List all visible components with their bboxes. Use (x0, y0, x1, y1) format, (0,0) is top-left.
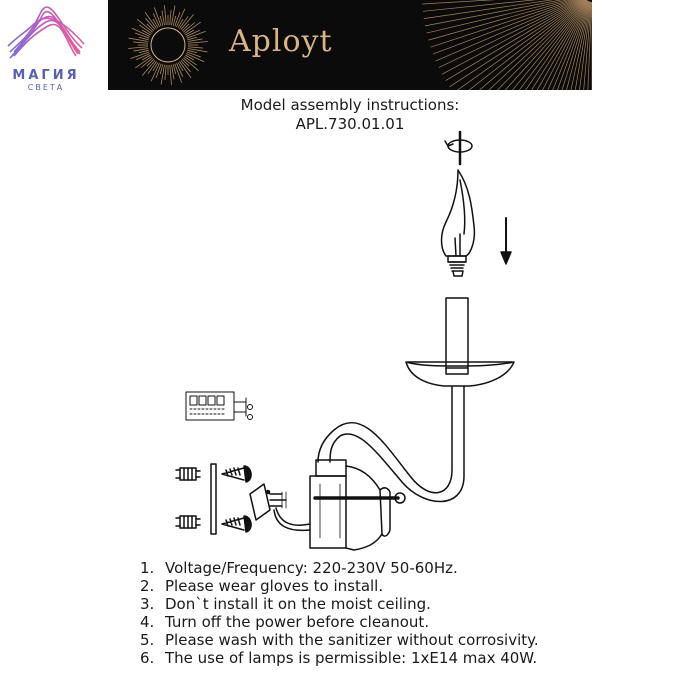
candle-bulb-icon (442, 170, 475, 276)
instruction-item (140, 577, 539, 595)
instruction-item (140, 613, 539, 631)
logo-waves-icon (4, 6, 88, 66)
screw-icon (222, 466, 251, 532)
instruction-text: Voltage/Frequency: 220-230V 50-60Hz. (165, 559, 458, 577)
brand-banner (108, 0, 592, 90)
mounting-bracket-icon (250, 484, 310, 530)
down-arrow-icon (501, 218, 511, 264)
instruction-item (140, 559, 539, 577)
wall-plate-icon (211, 464, 216, 534)
instruction-number: 4. (140, 613, 155, 631)
screw-anchor-icon (176, 468, 200, 528)
logo-word-sveta: СВЕТА (27, 83, 65, 92)
wall-sconce-icon (310, 298, 514, 550)
title-line-model-number: APL.730.01.01 (295, 115, 405, 133)
instruction-number: 1. (140, 559, 155, 577)
instruction-number: 3. (140, 595, 155, 613)
instruction-text: The use of lamps is permissible: 1xE14 max 40W. (165, 649, 538, 667)
brand-name: Aployt (229, 24, 333, 59)
instruction-text: Please wash with the sanitizer without corrosivity. (165, 631, 539, 649)
wiring-terminal-icon (186, 392, 253, 420)
instruction-text: Turn off the power before cleanout. (165, 613, 430, 631)
instruction-item (140, 631, 539, 649)
instruction-text: Don`t install it on the moist ceiling. (165, 595, 431, 613)
instruction-number: 5. (140, 631, 155, 649)
instruction-item (140, 649, 539, 667)
document-title (0, 96, 700, 134)
instruction-text: Please wear gloves to install. (165, 577, 384, 595)
instruction-number: 2. (140, 577, 155, 595)
assembly-diagram (170, 130, 580, 555)
rotate-icon (445, 132, 472, 164)
instructions-list (140, 559, 539, 667)
magiya-sveta-logo (4, 6, 88, 92)
sunburst-icon (108, 0, 592, 90)
logo-word-magiya: МАГИЯ (12, 68, 80, 83)
instruction-number: 6. (140, 649, 155, 667)
instruction-item (140, 595, 539, 613)
title-line-instructions: Model assembly instructions: (240, 96, 460, 114)
